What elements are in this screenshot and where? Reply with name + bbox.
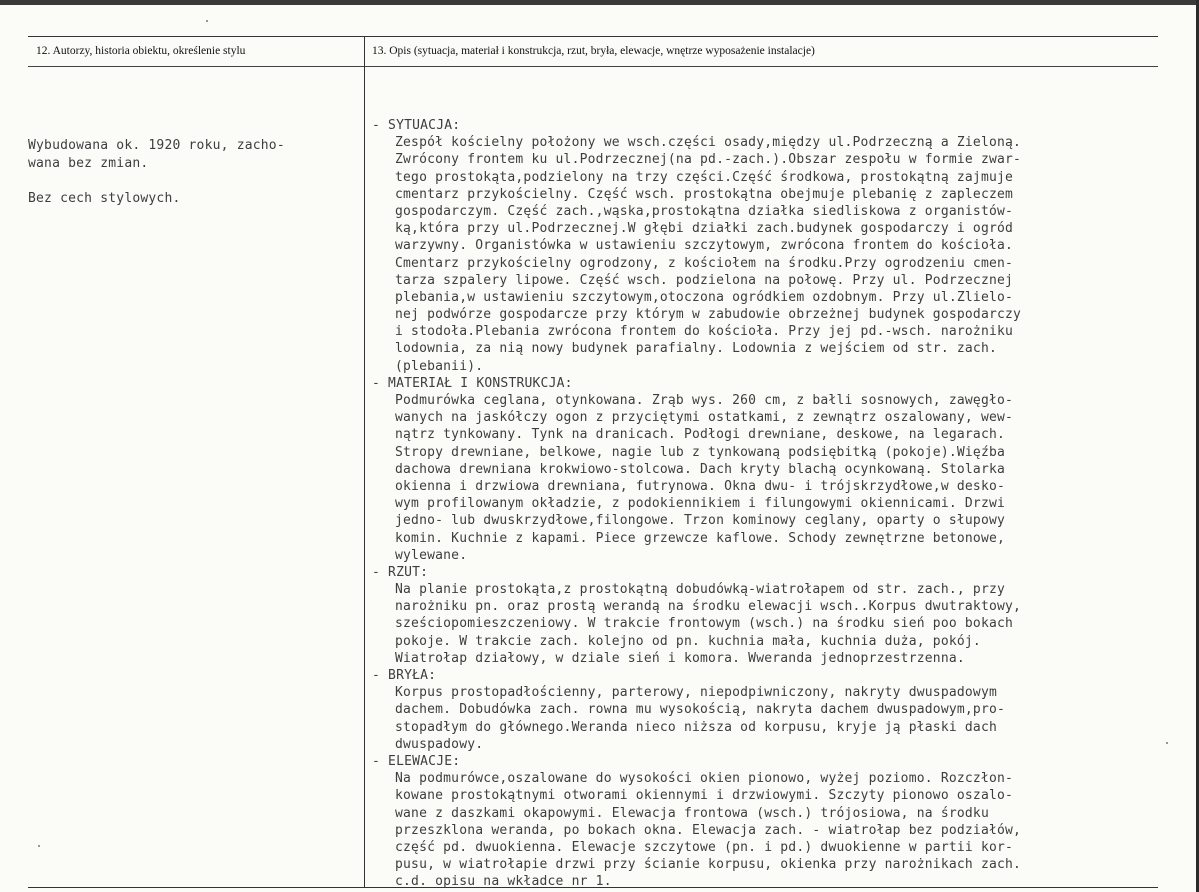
description-line: gospodarczym. Część zach.,wąska,prostokątna działka siedliskowa z organistów- — [395, 203, 1014, 219]
description-line: Stropy drewniane, belkowe, nagie lub z tynkowaną podsiębitką (pokoje).Więźba — [395, 444, 1006, 460]
description-line: przeszklona weranda, po bokach okna. Elewacja zach. - wiatrołap bez podziałów, — [395, 822, 1022, 838]
description-line: sześciopomieszczeniowy. W trakcie frontowym (wsch.) na środku sień poo bokach — [395, 616, 1014, 632]
description-line: Na podmurówce,oszalowane do wysokości okien pionowo, wyżej poziomo. Rozczłon- — [395, 771, 1014, 787]
description-line: nątrz tynkowany. Tynk na dranicach. Podłogi drewniane, deskowe, na legarach. — [395, 427, 1006, 443]
scan-speck — [206, 20, 208, 22]
description-line: stopadłym do głównego.Weranda nieco niższa od korpusu, kryje ją płaski dach — [395, 719, 997, 735]
description-line: (plebanii). — [395, 358, 484, 374]
description-line: dachem. Dobudówka zach. rowna mu wysokością, nakryta dachem dwuspadowym,pro- — [395, 702, 1006, 718]
description-line: wanych na jaskółczy ogon z przyciętymi ostatkami, z zewnątrz oszalowany, wew- — [395, 410, 1014, 426]
section-13-heading: 13. Opis (sytuacja, materiał i konstrukcja, rzut, bryła, elewacje, wnętrze wyposażenie instalacje) — [372, 45, 815, 57]
description-line: część pd. dwuokienna. Elewacje szczytowe (pn. i pd.) dwuokienne w partii kor- — [395, 839, 1014, 855]
section-heading: - BRYŁA: — [372, 668, 437, 683]
description-line: wylewane. — [395, 547, 468, 563]
section-heading: - RZUT: — [372, 564, 429, 580]
history-line: wana bez zmian. — [28, 155, 149, 171]
description-line: plebania,w ustawieniu szczytowym,otoczona ogródkiem ozdobnym. Przy ul.Zlielo- — [395, 289, 1014, 305]
description-line: jedno- lub dwuskrzydłowe,filongowe. Trzon kominowy ceglany, oparty o słupowy — [395, 513, 1006, 529]
description-line: dachowa drewniana krokwiowo-stolcowa. Dach kryty blachą ocynkowaną. Stolarka — [395, 461, 1006, 477]
description-line: dwuspadowy. — [395, 736, 484, 752]
description-line: wane z daszkami okapowymi. Elewacja frontowa (wsch.) trójosiowa, na środku — [395, 805, 989, 821]
section-12-heading: 12. Autorzy, historia obiektu, określenie stylu — [36, 45, 246, 57]
description-line: Na planie prostokąta,z prostokątną dobudówką-wiatrołapem od str. zach., przy — [395, 582, 1006, 598]
section-heading: - MATERIAŁ I KONSTRUKCJA: — [372, 375, 573, 391]
description-line: Zespół kościelny położony we wsch.części osady,między ul.Podrzeczną a Zieloną. — [395, 135, 1022, 151]
description-line: Wiatrołap działowy, w dziale sień i komora. Wweranda jednoprzestrzenna. — [395, 650, 965, 666]
description-line: narożniku pn. oraz prostą werandą na środku elewacji wsch..Korpus dwutraktowy, — [395, 599, 1022, 615]
description-line: warzywny. Organistówka w ustawieniu szczytowym, zwrócona frontem do kościoła. — [395, 238, 1014, 254]
description-line: kowane prostokątnymi otworami okiennymi i drzwiowymi. Szczyty pionowo oszalo- — [395, 788, 1014, 804]
description-line: Korpus prostopadłościenny, parterowy, niepodpiwniczony, nakryty dwuspadowym — [395, 685, 997, 701]
section-heading: - SYTUACJA: — [372, 118, 461, 133]
scan-speck — [38, 845, 40, 847]
blank-line — [28, 172, 285, 190]
history-line: Bez cech stylowych. — [28, 190, 181, 206]
description-line: i stodoła.Plebania zwrócona frontem do kościoła. Przy jej pd.-wsch. narożniku — [395, 324, 1014, 340]
description-line: c.d. opisu na wkładce nr 1. — [395, 874, 612, 890]
description-line: Cmentarz przykościelny ogrodzony, z kościołem na środku.Przy ogrodzeniu cmen- — [395, 255, 1014, 271]
description-text — [372, 117, 1194, 890]
description-line: lodownia, za nią nowy budynek parafialny. Lodownia z wejściem od str. zach. — [395, 341, 997, 357]
description-line: pusu, w wiatrołapie drzwi przy ścianie korpusu, okienka przy narożnikach zach. — [395, 857, 1022, 873]
description-line: okienna i drzwiowa drewniana, futrynowa. Okna dwu- i trójskrzydłowe,w desko- — [395, 478, 1006, 494]
description-line: tarza szpalery lipowe. Część wsch. podzielona na połowę. Przy ul. Podrzecznej — [395, 272, 1014, 288]
description-line: tego prostokąta,podzielony na trzy części.Część środkowa, prostokątną zajmuje — [395, 169, 1014, 185]
column-divider — [364, 36, 365, 888]
form-header-rule — [28, 66, 1158, 67]
history-text — [28, 137, 285, 207]
description-line: Zwrócony frontem ku ul.Podrzecznej(na pd.-zach.).Obszar zespołu w formie zwar- — [395, 152, 1022, 168]
description-line: komin. Kuchnie z kapami. Piece grzewcze kaflowe. Schody zewnętrzne betonowe, — [395, 530, 1006, 546]
description-line: Podmurówka ceglana, otynkowana. Zrąb wys. 260 cm, z bałli sosnowych, zawęgło- — [395, 393, 1014, 408]
description-line: nej podwórze gospodarcze przy którym w zabudowie obrzeżnej budynek gospodarczy — [395, 307, 1022, 323]
history-line: Wybudowana ok. 1920 roku, zacho- — [28, 138, 285, 153]
description-line: wym profilowanym okładzie, z podokiennikiem i filungowymi okiennicami. Drzwi — [395, 496, 1006, 512]
section-heading: - ELEWACJE: — [372, 753, 461, 769]
description-line: cmentarz przykościelny. Część wsch. prostokątna obejmuje plebanię z zapleczem — [395, 186, 1014, 202]
scan-speck — [1166, 742, 1168, 744]
scan-edge-top — [0, 0, 1199, 5]
form-top-rule — [28, 36, 1158, 37]
description-line: pokoje. W trakcie zach. kolejno od pn. kuchnia mała, kuchnia duża, pokój. — [395, 633, 981, 649]
description-line: ką,która przy ul.Podrzecznej.W głębi działki zach.budynek gospodarczy i ogród — [395, 221, 1014, 237]
